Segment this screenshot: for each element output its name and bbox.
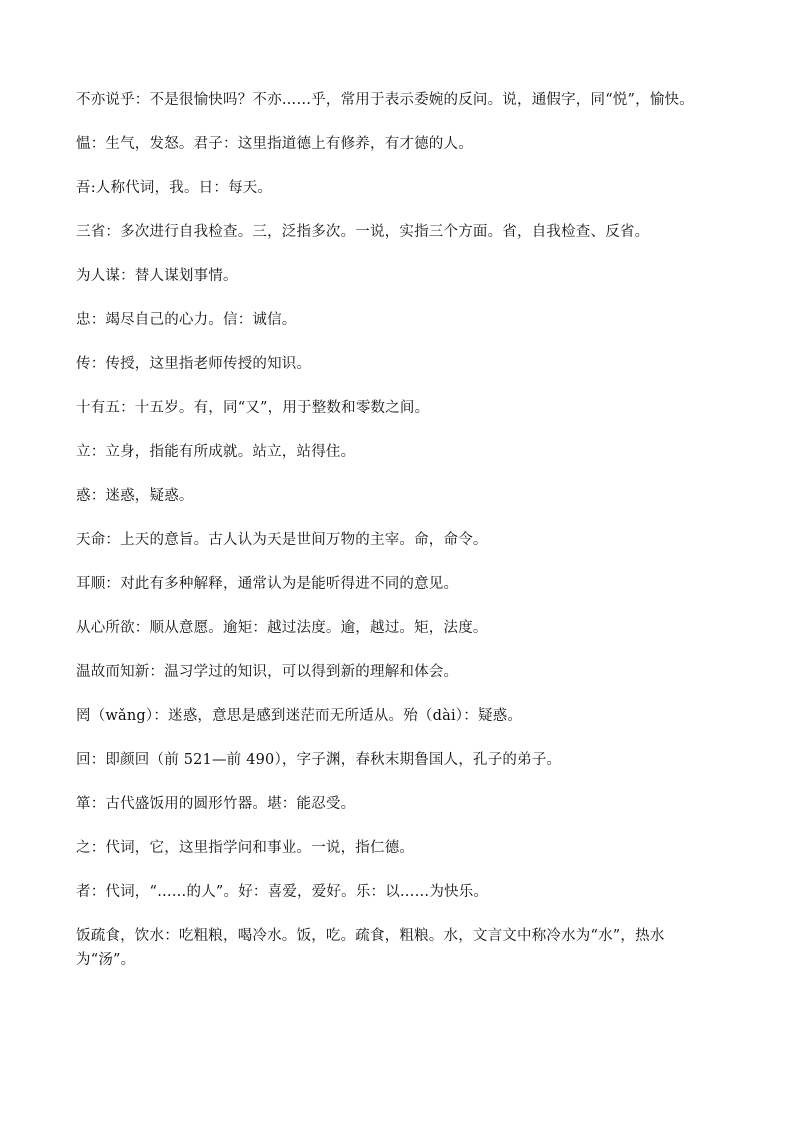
annotation-item: 忠：竭尽自己的心力。信：诚信。	[76, 312, 297, 328]
annotation-item: 者：代词，“……的人”。好：喜爱，爱好。乐：以……为快乐。	[76, 884, 489, 900]
annotation-item: 天命：上天的意旨。古人认为天是世间万物的主宰。命，命令。	[76, 532, 488, 548]
annotation-list	[76, 88, 716, 992]
annotation-item: 温故而知新：温习学过的知识，可以得到新的理解和体会。	[76, 664, 459, 680]
annotation-item: 箪：古代盛饭用的圆形竹器。堪：能忍受。	[76, 796, 356, 812]
annotation-item: 从心所欲：顺从意愿。逾矩：越过法度。逾，越过。矩，法度。	[76, 620, 488, 636]
annotation-item: 吾:人称代词，我。日：每天。	[76, 180, 273, 196]
annotation-item: 之：代词，它，这里指学问和事业。一说，指仁德。	[76, 840, 415, 856]
annotation-item: 耳顺：对此有多种解释，通常认为是能听得进不同的意见。	[76, 576, 459, 592]
annotation-item: 不亦说乎：不是很愉快吗？不亦……乎，常用于表示委婉的反问。说，通假字，同“悦”，愉快。	[76, 92, 694, 108]
annotation-item: 惑：迷惑，疑惑。	[76, 488, 194, 504]
annotation-item: 立：立身，指能有所成就。站立，站得住。	[76, 444, 356, 460]
annotation-item: 罔（wǎng）：迷惑，意思是感到迷茫而无所适从。殆（dài）：疑惑。	[76, 708, 523, 724]
annotation-item: 三省：多次进行自我检查。三，泛指多次。一说，实指三个方面。省，自我检查、反省。	[76, 224, 650, 240]
annotation-item: 饭疏食，饮水：吃粗粮，喝冷水。饭，吃。疏食，粗粮。水，文言文中称冷水为“水”，热水为“汤”。	[76, 928, 665, 968]
annotation-item: 回：即颜回（前 521—前 490），字子渊，春秋末期鲁国人，孔子的弟子。	[76, 752, 562, 768]
annotation-item: 愠：生气，发怒。君子：这里指道德上有修养，有才德的人。	[76, 136, 473, 152]
annotation-item: 为人谋：替人谋划事情。	[76, 268, 238, 284]
annotation-item: 传：传授，这里指老师传授的知识。	[76, 356, 312, 372]
annotation-item: 十有五：十五岁。有，同“又”，用于整数和零数之间。	[76, 400, 430, 416]
